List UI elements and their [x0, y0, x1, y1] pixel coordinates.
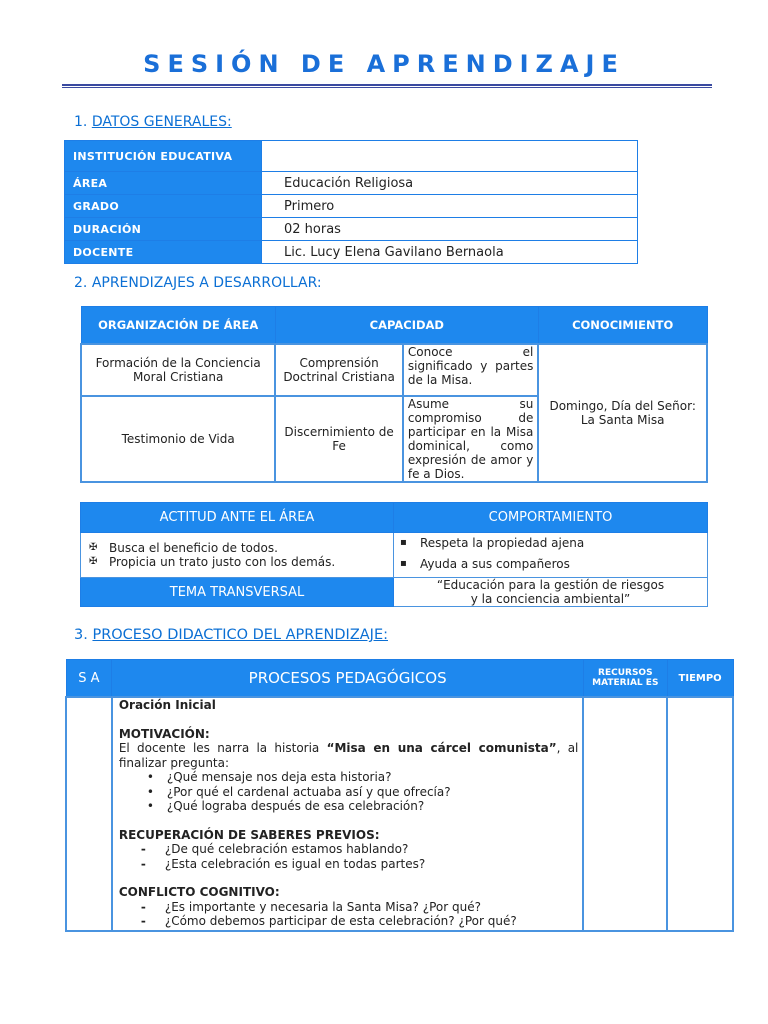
list-item: - ¿Esta celebración es igual en todas partes?: [119, 857, 579, 872]
col-header-procesos: PROCESOS PEDAGÓGICOS: [112, 660, 584, 698]
actitud-cell: [81, 533, 394, 578]
cell-tiempo: [667, 697, 733, 931]
datos-key: INSTITUCIÓN EDUCATIVA: [65, 141, 262, 172]
datos-key: ÁREA: [65, 172, 262, 195]
cell-capacidad: Discernimiento de Fe: [275, 396, 403, 482]
comportamiento-header: COMPORTAMIENTO: [394, 503, 708, 533]
list-item: ✠ Busca el beneficio de todos.: [81, 541, 393, 556]
section-3-number: 3.: [74, 627, 88, 643]
conflicto-title: CONFLICTO COGNITIVO:: [118, 885, 280, 899]
oracion-inicial: Oración Inicial: [118, 698, 216, 712]
page-title: SESIÓN DE APRENDIZAJE: [143, 50, 625, 78]
table-row: [65, 172, 638, 195]
section-2-number: 2.: [74, 275, 88, 291]
cell-conocimiento: Domingo, Día del Señor: La Santa Misa: [538, 344, 707, 482]
tema-transversal-value: “Educación para la gestión de riesgos y la conciencia ambiental”: [394, 578, 708, 607]
table-row: [66, 697, 733, 931]
comportamiento-cell: [394, 533, 708, 578]
datos-value: 02 horas: [262, 218, 638, 241]
datos-value: Educación Religiosa: [262, 172, 638, 195]
motivacion-title: MOTIVACIÓN:: [118, 726, 210, 741]
datos-key: GRADO: [65, 195, 262, 218]
aprendizajes-table: [80, 306, 708, 483]
section-3-label: PROCESO DIDACTICO DEL APRENDIZAJE:: [92, 627, 388, 643]
list-item: • ¿Por qué el cardenal actuaba así y que ofrecía?: [119, 785, 579, 800]
motivacion-text: [119, 741, 579, 770]
cell-organizacion: Testimonio de Vida: [81, 396, 275, 482]
col-header-recursos: RECURSOS MATERIAL ES: [583, 660, 667, 698]
table-row: [81, 344, 707, 396]
datos-key: DOCENTE: [65, 241, 262, 264]
cell-recursos: [583, 697, 667, 931]
motivacion-story: “Misa en una cárcel comunista”: [326, 741, 557, 755]
section-1-number: 1.: [74, 114, 88, 130]
cell-organizacion: Formación de la Conciencia Moral Cristiana: [81, 344, 275, 396]
section-3-heading: [74, 627, 388, 643]
actitud-table: [80, 502, 708, 607]
saberes-title: RECUPERACIÓN DE SABERES PREVIOS:: [118, 827, 380, 842]
motivacion-post: , al finalizar pregunta:: [118, 741, 579, 770]
tema-transversal-label: TEMA TRANSVERSAL: [81, 578, 394, 607]
datos-value: Lic. Lucy Elena Gavilano Bernaola: [262, 241, 638, 264]
col-header-capacidad: CAPACIDAD: [275, 307, 538, 345]
datos-generales-table: [64, 140, 638, 264]
list-item: • ¿Qué mensaje nos deja esta historia?: [119, 770, 579, 785]
section-1-heading: [74, 114, 232, 130]
list-item: • ¿Qué lograba después de esa celebración?: [119, 799, 579, 814]
datos-value: [262, 141, 638, 172]
list-item: - ¿De qué celebración estamos hablando?: [119, 842, 579, 857]
table-row: [81, 533, 708, 578]
actitud-header: ACTITUD ANTE EL ÁREA: [81, 503, 394, 533]
table-header-row: [81, 503, 708, 533]
section-2-heading: [74, 275, 322, 291]
proceso-table: [65, 659, 734, 932]
cell-sa: [66, 697, 112, 931]
col-header-organizacion: ORGANIZACIÓN DE ÁREA: [81, 307, 275, 345]
table-row: [65, 218, 638, 241]
cell-desempeno: Conoce el significado y partes de la Misa.: [403, 344, 538, 396]
datos-value: Primero: [262, 195, 638, 218]
list-item: - ¿Es importante y necesaria la Santa Misa? ¿Por qué?: [119, 900, 579, 915]
list-item: ✠ Propicia un trato justo con los demás.: [81, 555, 393, 570]
table-row: [65, 141, 638, 172]
table-row: [65, 195, 638, 218]
table-row: [65, 241, 638, 264]
datos-key: DURACIÓN: [65, 218, 262, 241]
table-header-row: [81, 307, 707, 345]
col-header-sa: S A: [66, 660, 112, 698]
motivacion-pre: El docente les narra la historia: [118, 741, 327, 755]
title-divider: [62, 84, 712, 88]
table-header-row: [66, 660, 733, 698]
col-header-tiempo: TIEMPO: [667, 660, 733, 698]
list-item: ▪ Ayuda a sus compañeros: [394, 553, 707, 575]
list-item: ▪ Respeta la propiedad ajena: [394, 533, 707, 553]
list-item: - ¿Cómo debemos participar de esta celebración? ¿Por qué?: [119, 914, 579, 929]
table-row: [81, 578, 708, 607]
cell-procesos: [112, 697, 584, 931]
section-2-label: APRENDIZAJES A DESARROLLAR:: [91, 275, 322, 291]
cell-capacidad: Comprensión Doctrinal Cristiana: [275, 344, 403, 396]
cell-desempeno: Asume su compromiso de participar en la Misa dominical, como expresión de amor y fe a Dios.: [403, 396, 538, 482]
section-1-label: DATOS GENERALES:: [91, 114, 232, 130]
col-header-conocimiento: CONOCIMIENTO: [538, 307, 707, 345]
